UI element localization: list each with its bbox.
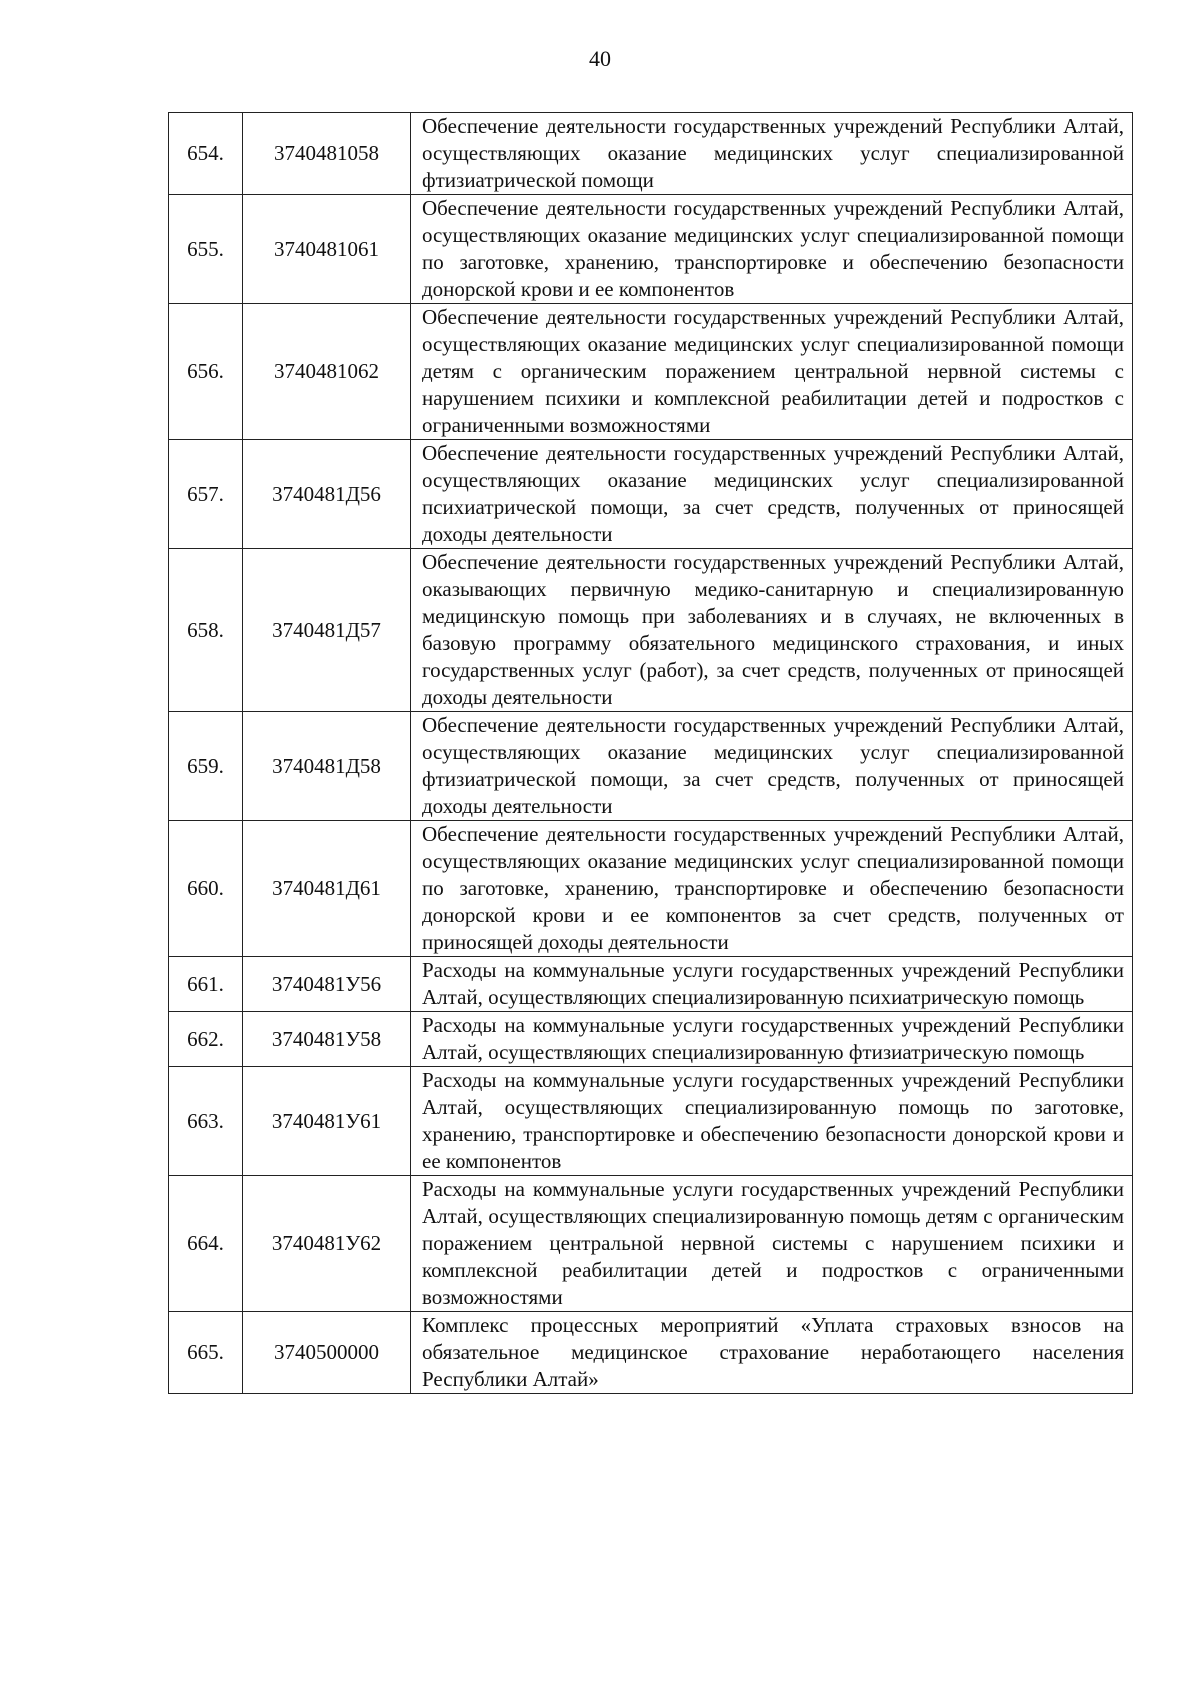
row-code: 3740481У58 bbox=[243, 1012, 411, 1067]
row-number: 654. bbox=[169, 113, 243, 195]
row-code: 3740481У62 bbox=[243, 1176, 411, 1312]
row-number: 659. bbox=[169, 712, 243, 821]
row-code: 3740481Д56 bbox=[243, 440, 411, 549]
table-row bbox=[169, 821, 1133, 957]
table-row bbox=[169, 1176, 1133, 1312]
table-row bbox=[169, 195, 1133, 304]
row-code: 3740481Д57 bbox=[243, 549, 411, 712]
row-number: 657. bbox=[169, 440, 243, 549]
row-code: 3740481У56 bbox=[243, 957, 411, 1012]
row-description: Расходы на коммунальные услуги государственных учреждений Республики Алтай, осуществляющих специализированную фтизиатрическую помощь bbox=[411, 1012, 1133, 1067]
table-row bbox=[169, 113, 1133, 195]
row-description: Обеспечение деятельности государственных учреждений Республики Алтай, осуществляющих оказание медицинских услуг специализированной помощи по заготовке, хранению, транспортировке и обеспечению безопасности донорской крови и ее компонентов за счет средств, полученных от приносящей доходы деятельности bbox=[411, 821, 1133, 957]
row-code: 3740481Д58 bbox=[243, 712, 411, 821]
row-description: Обеспечение деятельности государственных учреждений Республики Алтай, осуществляющих оказание медицинских услуг специализированной помощи детям с органическим поражением центральной нервной системы с нарушением психики и комплексной реабилитации детей и подростков с ограниченными возможностями bbox=[411, 304, 1133, 440]
row-number: 655. bbox=[169, 195, 243, 304]
row-description: Расходы на коммунальные услуги государственных учреждений Республики Алтай, осуществляющих специализированную психиатрическую помощь bbox=[411, 957, 1133, 1012]
row-description: Обеспечение деятельности государственных учреждений Республики Алтай, оказывающих первичную медико-санитарную и специализированную медицинскую помощь при заболеваниях и в случаях, не включенных в базовую программу обязательного медицинского страхования, и иных государственных услуг (работ), за счет средств, полученных от приносящей доходы деятельности bbox=[411, 549, 1133, 712]
row-number: 658. bbox=[169, 549, 243, 712]
row-description: Обеспечение деятельности государственных учреждений Республики Алтай, осуществляющих оказание медицинских услуг специализированной фтизиатрической помощи, за счет средств, полученных от приносящей доходы деятельности bbox=[411, 712, 1133, 821]
table-row bbox=[169, 1312, 1133, 1394]
row-code: 3740481061 bbox=[243, 195, 411, 304]
table-row bbox=[169, 549, 1133, 712]
row-number: 664. bbox=[169, 1176, 243, 1312]
row-number: 663. bbox=[169, 1067, 243, 1176]
row-description: Обеспечение деятельности государственных учреждений Республики Алтай, осуществляющих оказание медицинских услуг специализированной фтизиатрической помощи bbox=[411, 113, 1133, 195]
row-code: 3740481062 bbox=[243, 304, 411, 440]
table-row bbox=[169, 1012, 1133, 1067]
row-description: Обеспечение деятельности государственных учреждений Республики Алтай, осуществляющих оказание медицинских услуг специализированной помощи по заготовке, хранению, транспортировке и обеспечению безопасности донорской крови и ее компонентов bbox=[411, 195, 1133, 304]
table-row bbox=[169, 712, 1133, 821]
row-code: 3740481У61 bbox=[243, 1067, 411, 1176]
table-row bbox=[169, 1067, 1133, 1176]
row-number: 661. bbox=[169, 957, 243, 1012]
row-number: 656. bbox=[169, 304, 243, 440]
page-number: 40 bbox=[589, 46, 611, 71]
row-description: Расходы на коммунальные услуги государственных учреждений Республики Алтай, осуществляющих специализированную помощь детям с органическим поражением центральной нервной системы с нарушением психики и комплексной реабилитации детей и подростков с ограниченными возможностями bbox=[411, 1176, 1133, 1312]
row-code: 3740481058 bbox=[243, 113, 411, 195]
row-number: 660. bbox=[169, 821, 243, 957]
table-row bbox=[169, 440, 1133, 549]
budget-codes-table bbox=[168, 112, 1133, 1394]
row-number: 662. bbox=[169, 1012, 243, 1067]
row-description: Комплекс процессных мероприятий «Уплата страховых взносов на обязательное медицинское страхование неработающего населения Республики Алтай» bbox=[411, 1312, 1133, 1394]
row-code: 3740481Д61 bbox=[243, 821, 411, 957]
table-row bbox=[169, 957, 1133, 1012]
row-number: 665. bbox=[169, 1312, 243, 1394]
row-description: Расходы на коммунальные услуги государственных учреждений Республики Алтай, осуществляющих специализированную помощь по заготовке, хранению, транспортировке и обеспечению безопасности донорской крови и ее компонентов bbox=[411, 1067, 1133, 1176]
table-row bbox=[169, 304, 1133, 440]
row-description: Обеспечение деятельности государственных учреждений Республики Алтай, осуществляющих оказание медицинских услуг специализированной психиатрической помощи, за счет средств, полученных от приносящей доходы деятельности bbox=[411, 440, 1133, 549]
row-code: 3740500000 bbox=[243, 1312, 411, 1394]
